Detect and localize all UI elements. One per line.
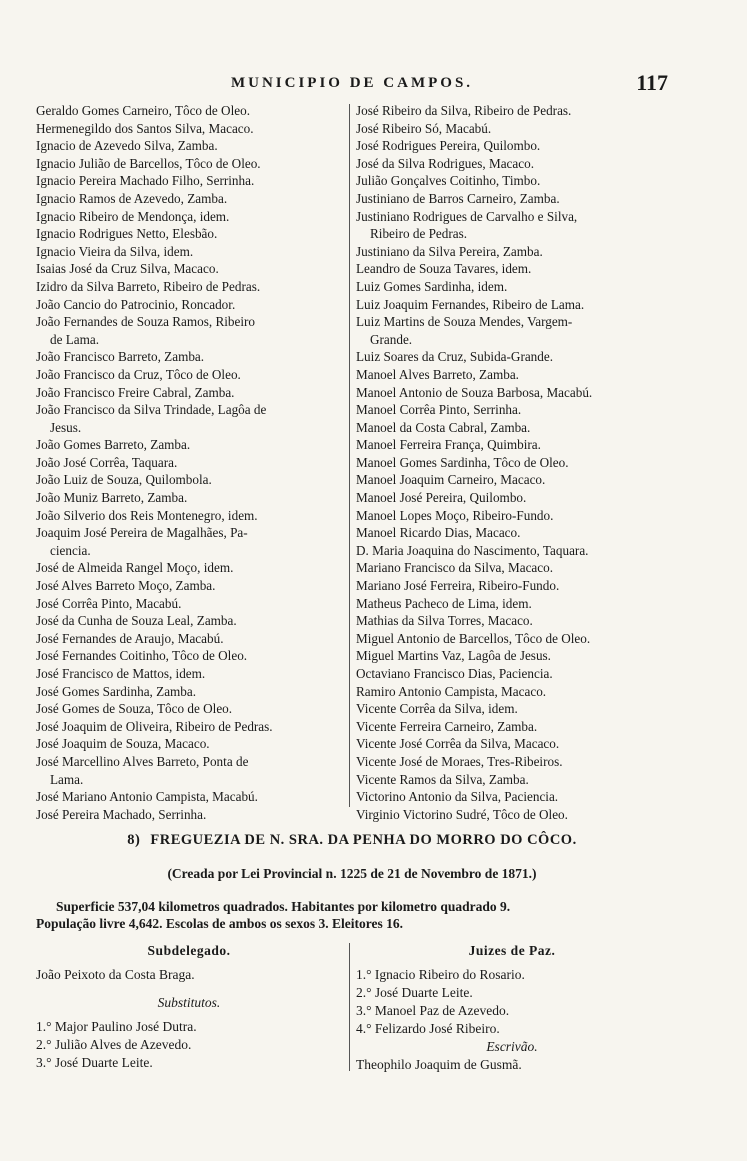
juizes-heading: Juizes de Paz. (468, 943, 556, 958)
official-entry: 3.° José Duarte Leite. (36, 1055, 153, 1070)
name-entry (356, 155, 668, 173)
entry-text: Manoel Ferreira França, Quimbira. (356, 437, 541, 453)
name-entry (356, 630, 668, 648)
name-entry (36, 735, 346, 753)
entry-continuation: ciencia. (50, 542, 91, 558)
entry-text: Ignacio Vieira da Silva, idem. (36, 243, 194, 259)
name-entry (356, 665, 668, 683)
entry-text: José Rodrigues Pereira, Quilombo. (356, 138, 541, 154)
name-entry (356, 401, 668, 419)
name-entry (36, 208, 346, 226)
entry-text: José Fernandes de Araujo, Macabú. (36, 630, 224, 646)
entry-text: Manoel Lopes Moço, Ribeiro-Fundo. (356, 507, 554, 523)
name-entry (356, 208, 668, 243)
left-name-column (36, 102, 346, 823)
name-entry (356, 735, 668, 753)
entry-text: João Fernandes de Souza Ramos, Ribeiro (36, 314, 256, 330)
subdelegado-heading: Subdelegado. (147, 943, 231, 958)
name-entry (36, 700, 346, 718)
name-entry (36, 524, 346, 559)
name-entry (36, 366, 346, 384)
statistics-line-2: População livre 4,642. Escolas de ambos os sexos 3. Eleitores 16. (36, 916, 403, 931)
entry-text: Justiniano da Silva Pereira, Zamba. (356, 243, 543, 259)
name-entry (356, 753, 668, 771)
official-entry: 4.° Felizardo José Ribeiro. (356, 1021, 500, 1036)
name-entry (356, 612, 668, 630)
entry-text: José Joaquim de Souza, Macaco. (36, 736, 210, 752)
name-entry (356, 419, 668, 437)
name-entry (36, 155, 346, 173)
name-entry (36, 225, 346, 243)
entry-text: Mariano José Ferreira, Ribeiro-Fundo. (356, 578, 560, 594)
substitutos-heading: Substitutos. (157, 995, 221, 1010)
entry-text: Ignacio Julião de Barcellos, Tôco de Oleo. (36, 155, 261, 171)
entry-text: João Silverio dos Reis Montenegro, idem. (36, 507, 258, 523)
entry-text: Vicente Ferreira Carneiro, Zamba. (356, 718, 538, 734)
entry-continuation: de Lama. (50, 331, 100, 347)
name-entry (356, 120, 668, 138)
entry-text: João Francisco da Silva Trindade, Lagôa de (36, 402, 267, 418)
entry-text: José Ribeiro da Silva, Ribeiro de Pedras. (356, 103, 572, 118)
entry-text: Joaquim José Pereira de Magalhães, Pa- (36, 525, 248, 541)
entry-text: Luiz Soares da Cruz, Subida-Grande. (356, 349, 554, 365)
entry-text: João Gomes Barreto, Zamba. (36, 437, 191, 453)
section-heading (36, 832, 668, 849)
name-entry (356, 806, 668, 824)
escrivao-heading: Escrivão. (486, 1039, 538, 1054)
name-entry (36, 507, 346, 525)
entry-text: Ignacio Ribeiro de Mendonça, idem. (36, 208, 230, 224)
entry-continuation: Jesus. (50, 419, 82, 435)
official-entry: 3.° Manoel Paz de Azevedo. (356, 1003, 510, 1018)
entry-text: Geraldo Gomes Carneiro, Tôco de Oleo. (36, 103, 250, 118)
entry-text: José Joaquim de Oliveira, Ribeiro de Pedras. (36, 718, 273, 734)
juizes-list (356, 966, 668, 1038)
name-entry (36, 384, 346, 402)
name-entry (356, 278, 668, 296)
name-entry (36, 665, 346, 683)
name-entry (356, 190, 668, 208)
name-entry (356, 313, 668, 348)
name-entry (36, 313, 346, 348)
entry-text: Ramiro Antonio Campista, Macaco. (356, 683, 547, 699)
name-entry (356, 524, 668, 542)
official-entry: 2.° José Duarte Leite. (356, 985, 473, 1000)
entry-text: Manoel da Costa Cabral, Zamba. (356, 419, 531, 435)
entry-text: João Francisco Freire Cabral, Zamba. (36, 384, 235, 400)
entry-text: Justiniano de Barros Carneiro, Zamba. (356, 190, 560, 206)
entry-text: Virginio Victorino Sudré, Tôco de Oleo. (356, 806, 568, 822)
entry-text: João Francisco da Cruz, Tôco de Oleo. (36, 366, 241, 382)
name-entry (356, 243, 668, 261)
entry-text: Luiz Gomes Sardinha, idem. (356, 278, 508, 294)
name-entry (356, 489, 668, 507)
entry-text: Hermenegildo dos Santos Silva, Macaco. (36, 120, 254, 136)
entry-text: Miguel Antonio de Barcellos, Tôco de Oleo. (356, 630, 591, 646)
page-title: MUNICIPIO DE CAMPOS. (230, 75, 474, 91)
name-entry (356, 559, 668, 577)
juizes-block (356, 942, 668, 1074)
statistics-paragraph (36, 898, 668, 932)
name-entry (36, 683, 346, 701)
name-entry (356, 436, 668, 454)
entry-text: Leandro de Souza Tavares, idem. (356, 261, 532, 277)
creation-note: (Creada por Lei Provincial n. 1225 de 21 de Novembro de 1871.) (167, 866, 537, 881)
entry-text: João José Corrêa, Taquara. (36, 454, 178, 470)
name-entry (36, 630, 346, 648)
official-entry: 1.° Major Paulino José Dutra. (36, 1019, 197, 1034)
name-entry (36, 559, 346, 577)
entry-text: José Marcellino Alves Barreto, Ponta de (36, 753, 249, 769)
entry-text: Vicente Corrêa da Silva, idem. (356, 701, 518, 717)
entry-text: Vicente Ramos da Silva, Zamba. (356, 771, 529, 787)
name-entry (36, 172, 346, 190)
name-entry (36, 102, 346, 120)
name-entry (36, 401, 346, 436)
name-entry (36, 243, 346, 261)
name-entry (36, 788, 346, 806)
name-entry (356, 507, 668, 525)
entry-text: João Muniz Barreto, Zamba. (36, 490, 188, 506)
entry-continuation: Ribeiro de Pedras. (370, 226, 468, 242)
name-entry (36, 120, 346, 138)
name-entry (356, 348, 668, 366)
name-entry (356, 718, 668, 736)
entry-text: Manoel Joaquim Carneiro, Macaco. (356, 472, 546, 488)
entry-text: José da Silva Rodrigues, Macaco. (356, 155, 534, 171)
entry-text: João Francisco Barreto, Zamba. (36, 349, 205, 365)
section-title: FREGUEZIA DE N. SRA. DA PENHA DO MORRO DO CÔCO. (150, 832, 577, 848)
entry-text: Mathias da Silva Torres, Macaco. (356, 613, 533, 629)
entry-text: Ignacio de Azevedo Silva, Zamba. (36, 138, 218, 154)
name-entry (356, 577, 668, 595)
entry-text: José Mariano Antonio Campista, Macabú. (36, 789, 258, 805)
name-entry (36, 612, 346, 630)
entry-text: Mariano Francisco da Silva, Macaco. (356, 560, 554, 576)
column-divider (349, 104, 350, 807)
official-entry: 1.° Ignacio Ribeiro do Rosario. (356, 967, 525, 982)
name-entry (36, 577, 346, 595)
entry-text: Victorino Antonio da Silva, Paciencia. (356, 789, 559, 805)
entry-text: Julião Gonçalves Coitinho, Timbo. (356, 173, 541, 189)
name-entry (356, 542, 668, 560)
name-entry (356, 260, 668, 278)
officials-divider (349, 943, 350, 1071)
name-entry (356, 366, 668, 384)
name-entry (36, 348, 346, 366)
entry-text: Justiniano Rodrigues de Carvalho e Silva, (356, 208, 578, 224)
name-entry (356, 788, 668, 806)
name-entry (356, 700, 668, 718)
right-name-column (356, 102, 668, 823)
section-number: 8) (127, 832, 141, 848)
name-entry (356, 137, 668, 155)
entry-text: Manoel Ricardo Dias, Macaco. (356, 525, 521, 541)
entry-text: José de Almeida Rangel Moço, idem. (36, 560, 234, 576)
escrivao-name: Theophilo Joaquim de Gusmã. (356, 1057, 522, 1072)
entry-text: Manoel Antonio de Souza Barbosa, Macabú. (356, 384, 593, 400)
entry-text: Ignacio Rodrigues Netto, Elesbão. (36, 226, 218, 242)
name-entry (356, 172, 668, 190)
entry-text: Luiz Martins de Souza Mendes, Vargem- (356, 314, 573, 330)
entry-text: José Gomes de Souza, Tôco de Oleo. (36, 701, 233, 717)
name-entry (356, 296, 668, 314)
name-entry (36, 595, 346, 613)
entry-text: João Luiz de Souza, Quilombola. (36, 472, 212, 488)
name-entry (356, 771, 668, 789)
entry-text: João Cancio do Patrocinio, Roncador. (36, 296, 236, 312)
name-entry (356, 102, 668, 120)
entry-text: Matheus Pacheco de Lima, idem. (356, 595, 532, 611)
entry-text: José Gomes Sardinha, Zamba. (36, 683, 197, 699)
entry-text: José Fernandes Coitinho, Tôco de Oleo. (36, 648, 248, 664)
entry-text: D. Maria Joaquina do Nascimento, Taquara. (356, 542, 589, 558)
entry-text: Miguel Martins Vaz, Lagôa de Jesus. (356, 648, 551, 664)
entry-text: José Ribeiro Só, Macabú. (356, 120, 492, 136)
entry-text: Manoel Gomes Sardinha, Tôco de Oleo. (356, 454, 569, 470)
name-entry (356, 647, 668, 665)
official-entry: 2.° Julião Alves de Azevedo. (36, 1037, 192, 1052)
entry-text: Ignacio Pereira Machado Filho, Serrinha. (36, 173, 255, 189)
entry-text: José Alves Barreto Moço, Zamba. (36, 578, 216, 594)
entry-text: Manoel Alves Barreto, Zamba. (356, 366, 519, 382)
name-entry (356, 595, 668, 613)
name-entry (356, 384, 668, 402)
name-entry (36, 296, 346, 314)
entry-text: José da Cunha de Souza Leal, Zamba. (36, 613, 237, 629)
entry-text: José Corrêa Pinto, Macabú. (36, 595, 182, 611)
name-entry (36, 454, 346, 472)
name-entry (36, 489, 346, 507)
subdelegado-block (36, 942, 342, 1072)
name-entry (356, 683, 668, 701)
name-entry (36, 260, 346, 278)
entry-text: Ignacio Ramos de Azevedo, Zamba. (36, 190, 228, 206)
page-number: 117 (636, 70, 668, 95)
name-entry (36, 647, 346, 665)
entry-text: José Francisco de Mattos, idem. (36, 666, 206, 681)
entry-text: Manoel Corrêa Pinto, Serrinha. (356, 402, 522, 418)
name-entry (36, 190, 346, 208)
entry-continuation: Grande. (370, 331, 413, 347)
name-entry (36, 718, 346, 736)
entry-text: Luiz Joaquim Fernandes, Ribeiro de Lama. (356, 296, 585, 312)
name-entry (36, 806, 346, 824)
name-entry (36, 137, 346, 155)
substitutos-list (36, 1018, 342, 1072)
statistics-line-1: Superficie 537,04 kilometros quadrados. Habitantes por kilometro quadrado 9. (56, 899, 511, 914)
name-entry (356, 471, 668, 489)
entry-text: Vicente José Corrêa da Silva, Macaco. (356, 736, 560, 752)
entry-text: Manoel José Pereira, Quilombo. (356, 490, 527, 506)
entry-text: Izidro da Silva Barreto, Ribeiro de Pedras. (36, 278, 261, 294)
entry-text: Vicente José de Moraes, Tres-Ribeiros. (356, 753, 563, 769)
entry-continuation: Lama. (50, 771, 84, 787)
entry-text: Octaviano Francisco Dias, Paciencia. (356, 666, 553, 681)
page-header (36, 70, 668, 98)
name-entry (36, 278, 346, 296)
entry-text: Isaias José da Cruz Silva, Macaco. (36, 261, 219, 277)
name-entry (36, 471, 346, 489)
name-entry (356, 454, 668, 472)
name-entry (36, 436, 346, 454)
name-entry (36, 753, 346, 788)
subdelegado-name: João Peixoto da Costa Braga. (36, 967, 195, 982)
entry-text: José Pereira Machado, Serrinha. (36, 806, 207, 822)
